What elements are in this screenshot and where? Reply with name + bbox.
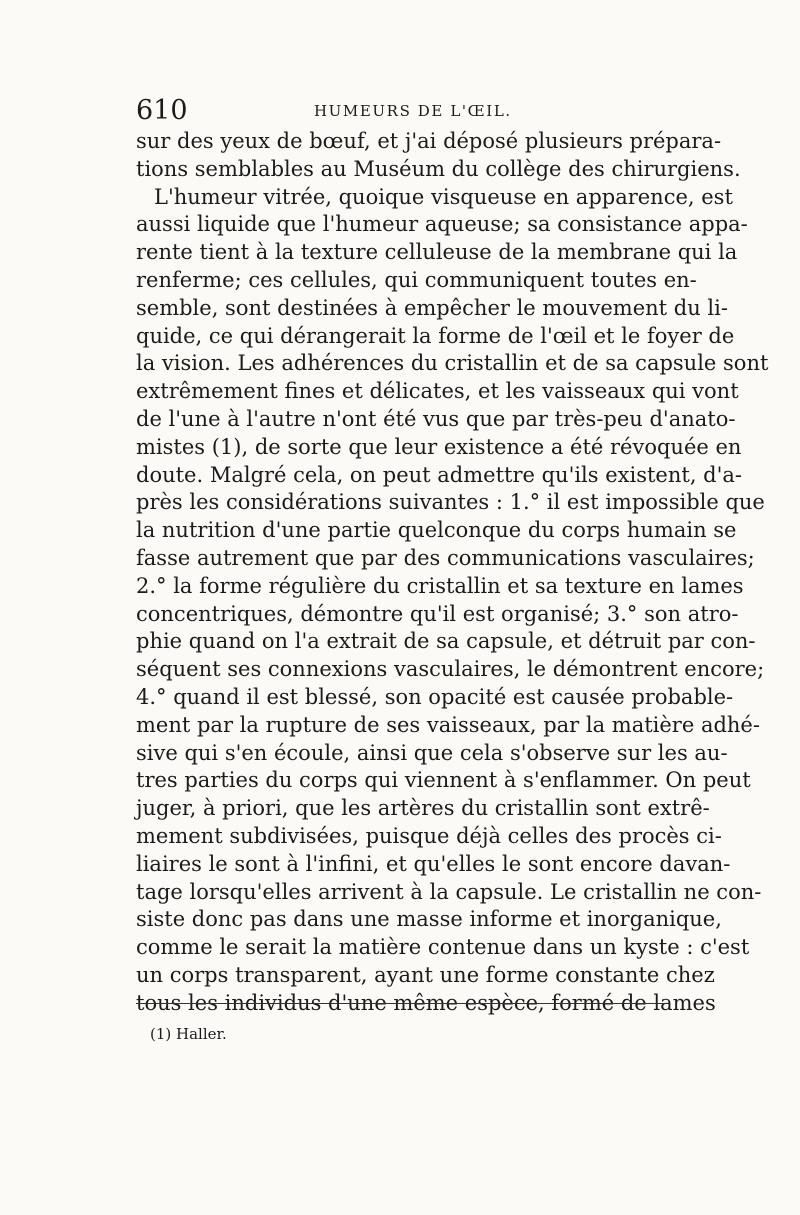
text-line: 2.° la forme régulière du cristallin et sa texture en lames [136,573,744,598]
text-line: mement subdivisées, puisque déjà celles des procès ci- [136,823,722,848]
running-title: HUMEURS DE L'ŒIL. [314,102,512,120]
text-line: siste donc pas dans une masse informe et inorganique, [136,907,722,932]
text-line: sur des yeux de bœuf, et j'ai déposé plusieurs prépara- [136,129,722,153]
text-line: tous les individus d'une même espèce, formé de lames [136,990,716,1015]
text-line: la nutrition d'une partie quelconque du corps humain se [136,518,737,543]
text-line: comme le serait la matière contenue dans un kyste : c'est [136,935,750,960]
running-head [136,88,668,128]
text-line: semble, sont destinées à empêcher le mouvement du li- [136,295,728,320]
text-line: L'humeur vitrée, quoique visqueuse en apparence, est [154,184,733,209]
text-line: un corps transparent, ayant une forme constante chez [136,962,715,987]
text-line: rente tient à la texture celluleuse de la membrane qui la [136,240,738,265]
text-line: extrêmement fines et délicates, et les vaisseaux qui vont [136,379,739,404]
text-line: quide, ce qui dérangerait la forme de l'œil et le foyer de [136,323,735,348]
text-line: phie quand on l'a extrait de sa capsule, et détruit par con- [136,629,756,654]
text-line: concentriques, démontre qu'il est organisé; 3.° son atro- [136,601,739,626]
text-line: mistes (1), de sorte que leur existence a été révoquée en [136,434,742,459]
text-line: de l'une à l'autre n'ont été vus que par très-peu d'anato- [136,406,736,431]
text-line: renferme; ces cellules, qui communiquent toutes en- [136,267,697,292]
text-line: tions semblables au Muséum du collège des chirurgiens. [136,156,741,181]
text-line: doute. Malgré cela, on peut admettre qu'ils existent, d'a- [136,462,743,487]
footnote-rule [136,1003,668,1004]
page-number: 610 [136,95,188,126]
text-line: 4.° quand il est blessé, son opacité est causée probable- [136,684,734,709]
text-line: la vision. Les adhérences du cristallin et de sa capsule sont [136,351,769,376]
text-line: séquent ses connexions vasculaires, le démontrent encore; [136,657,765,682]
body-text [136,128,769,1018]
text-line: fasse autrement que par des communications vasculaires; [136,545,755,570]
footnote: (1) Haller. [150,1025,227,1043]
text-line: aussi liquide que l'humeur aqueuse; sa consistance appa- [136,212,748,237]
text-line: juger, à priori, que les artères du cristallin sont extrê- [136,796,710,821]
text-line: ment par la rupture de ses vaisseaux, par la matière adhé- [136,712,760,737]
text-line: tage lorsqu'elles arrivent à la capsule. Le cristallin ne con- [136,879,762,904]
text-line: sive qui s'en écoule, ainsi que cela s'observe sur les au- [136,740,728,765]
text-line: liaires le sont à l'infini, et qu'elles le sont encore davan- [136,851,731,876]
text-line: près les considérations suivantes : 1.° il est impossible que [136,490,765,515]
text-line: tres parties du corps qui viennent à s'enflammer. On peut [136,768,751,793]
